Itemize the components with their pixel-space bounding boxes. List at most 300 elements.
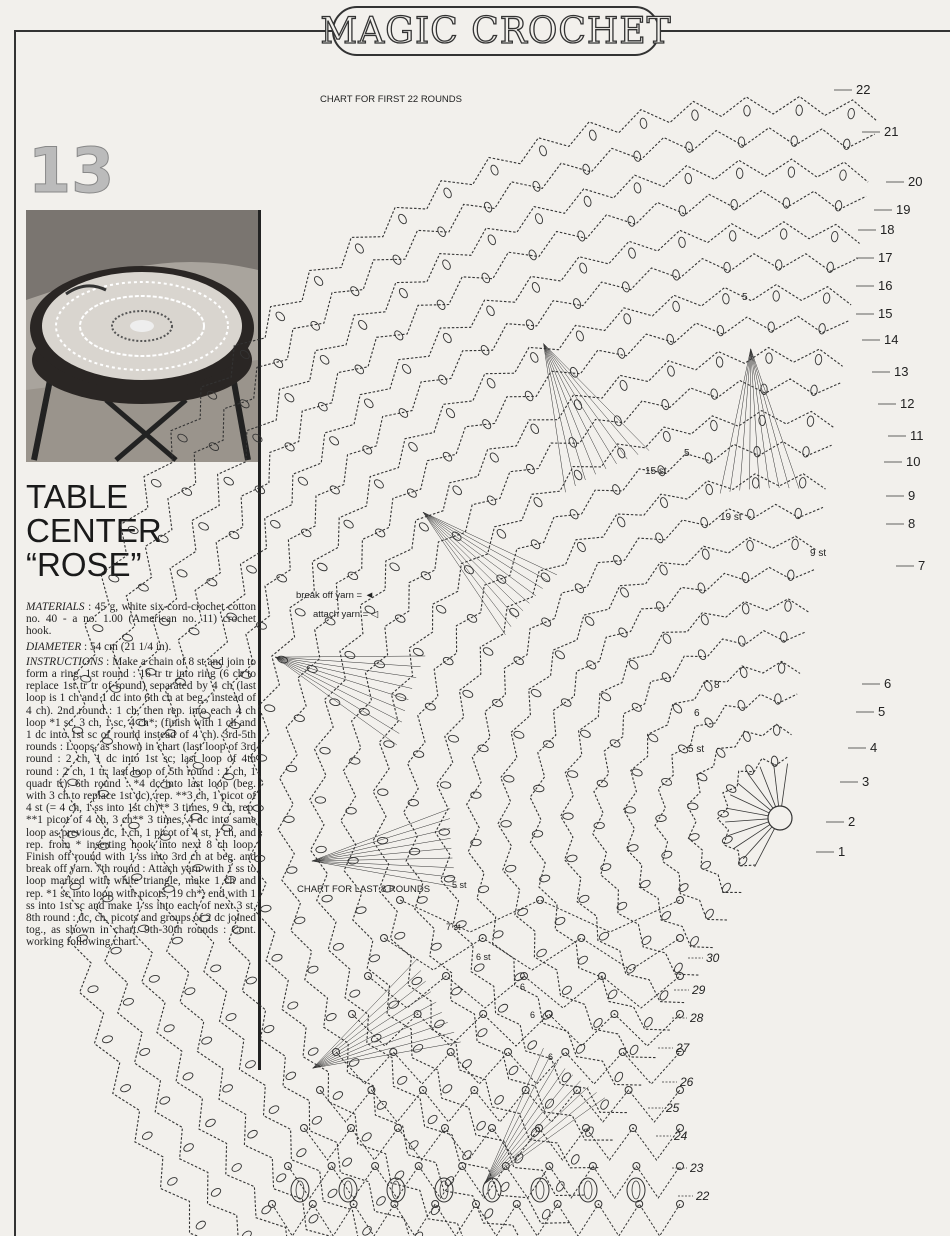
chart1-stitch xyxy=(578,894,590,904)
chart1-stitch xyxy=(343,519,355,530)
chart1-stitch xyxy=(231,1162,243,1173)
chart1-stitch xyxy=(176,433,188,444)
chart1-stitch xyxy=(307,965,319,974)
chart1-stitch xyxy=(145,667,157,676)
chart1-stitch xyxy=(210,661,222,670)
chart1-round-label-22: 22 xyxy=(856,82,871,97)
chart1-stitch xyxy=(354,242,365,254)
chart1-round-label-11: 11 xyxy=(910,428,924,443)
chart1-stitch xyxy=(67,831,78,838)
chart1-fan-line xyxy=(544,344,586,480)
chart1-stitch xyxy=(72,726,83,734)
chart1-stitch xyxy=(275,1172,287,1183)
chart1-stitch xyxy=(448,734,460,743)
chart1-stitch xyxy=(685,142,693,153)
chart1-round-label-1: 1 xyxy=(838,844,846,859)
chart1-round-13 xyxy=(341,379,840,1196)
chart1-fan-line xyxy=(485,1062,558,1184)
chart1-stitch xyxy=(246,1129,258,1140)
chart2-picot xyxy=(395,1125,402,1132)
chart1-stitch xyxy=(655,600,666,612)
header-title: MAGIC CROCHET xyxy=(320,10,672,52)
chart1-stitch xyxy=(363,397,375,409)
diameter-text: : 54 cm (21 1/4 in). xyxy=(81,640,172,653)
chart1-stitch xyxy=(486,377,497,389)
chart1-stitch xyxy=(311,1115,323,1126)
chart1-stitch xyxy=(254,484,266,495)
chart1-round-11 xyxy=(404,442,832,1141)
chart1-stitch xyxy=(361,444,373,456)
chart2-shell-inner xyxy=(536,1181,544,1199)
chart1-fan-line xyxy=(485,1087,589,1184)
chart1-fan-line xyxy=(544,344,596,475)
chart1-stitch xyxy=(747,509,754,520)
chart1-stitch xyxy=(333,942,345,951)
chart1-fan-line xyxy=(544,344,576,486)
chart1-stitch xyxy=(662,431,671,443)
chart1-stitch xyxy=(193,864,204,871)
chart1-stitch xyxy=(799,477,806,488)
chart1-stitch xyxy=(526,1039,538,1051)
chart2-picot xyxy=(309,1201,316,1208)
chart1-stitch xyxy=(316,846,327,853)
chart1-round-label-8: 8 xyxy=(908,516,916,531)
chart1-stitch xyxy=(788,167,795,178)
chart2-row-9 xyxy=(272,1204,680,1236)
chart2-shell-inner xyxy=(296,1181,304,1199)
chart1-stitch xyxy=(353,363,365,375)
chart1-stitch xyxy=(204,1118,216,1129)
chart1-fan-line xyxy=(544,344,628,459)
chart1-stitch xyxy=(274,310,286,322)
chart1-stitch xyxy=(181,486,193,497)
chart2-row-3 xyxy=(368,976,680,1008)
chart1-stitch xyxy=(843,139,850,150)
chart1-stitch xyxy=(566,854,577,862)
chart1-stitch xyxy=(229,721,240,729)
chart1-stitch xyxy=(532,830,543,837)
chart1-fan-line xyxy=(423,512,543,588)
chart1-stitch xyxy=(661,671,673,683)
chart1-stitch xyxy=(286,866,297,873)
chart1-stitch xyxy=(442,332,453,344)
chart1-stitch xyxy=(294,607,306,617)
chart1-stitch xyxy=(98,790,109,797)
chart1-stitch xyxy=(517,907,529,917)
chart1-round-10 xyxy=(435,474,825,1113)
chart2-picot xyxy=(677,973,684,980)
chart1-stitch xyxy=(441,259,452,271)
chart1-stitch xyxy=(349,757,360,765)
chart1-stitch xyxy=(157,534,169,544)
chart1-stitch xyxy=(554,649,566,660)
chart2-round-label-29: 29 xyxy=(692,983,706,997)
chart1-stitch xyxy=(324,616,336,626)
chart1-stitch xyxy=(573,469,584,481)
chart1-stitch xyxy=(102,737,113,745)
chart1-stitch xyxy=(487,234,497,246)
chart1-fan-line xyxy=(275,657,402,722)
chart1-round-20 xyxy=(121,159,868,1236)
chart1-centre-spoke xyxy=(774,763,779,806)
chart1-stitch xyxy=(493,1094,505,1106)
chart1-stitch-label: 5 xyxy=(684,448,690,459)
chart1-stitch xyxy=(210,964,222,973)
chart1-stitch xyxy=(704,908,715,920)
chart1-stitch xyxy=(538,145,548,157)
chart2-row-5 xyxy=(336,1052,680,1084)
chart1-stitch xyxy=(560,697,572,708)
chart1-stitch xyxy=(716,356,724,367)
chart1-stitch xyxy=(470,792,481,799)
chart1-round-label-17: 17 xyxy=(878,250,893,265)
chart1-fan-line xyxy=(312,861,457,887)
chart1-fan-line xyxy=(312,828,450,861)
chart1-stitch xyxy=(529,351,540,363)
chart1-stitch xyxy=(631,768,643,777)
chart1-stitch-label: 15 st xyxy=(645,466,667,477)
chart1-stitch xyxy=(672,301,680,312)
chart1-stitch xyxy=(792,539,799,550)
title-line-1: TABLE xyxy=(26,478,129,515)
chart2-picot xyxy=(619,1049,626,1056)
chart1-stitch xyxy=(491,698,503,708)
chart2-stitch-label: 5 st xyxy=(452,880,467,890)
chart1-round-label-2: 2 xyxy=(848,814,856,829)
chart1-centre-spoke xyxy=(734,825,770,849)
legend-break-off: break off yarn = ◄ xyxy=(296,590,375,601)
chart1-stitch xyxy=(592,1017,604,1029)
chart1-stitch xyxy=(600,863,612,872)
chart1-round-18 xyxy=(184,222,860,1236)
chart2-row-2 xyxy=(384,938,680,970)
chart1-fan-line xyxy=(423,512,517,619)
chart2-shell xyxy=(339,1178,357,1202)
chart1-stitch xyxy=(529,423,540,435)
chart1-stitch xyxy=(361,1225,373,1236)
chart1-stitch xyxy=(704,452,712,463)
chart1-stitch xyxy=(576,541,587,553)
chart1-stitch xyxy=(138,924,149,932)
materials-text: : 45 g, white six-cord-crochet cotton no. 40 - a no. 1.00 (American no. 11) crochet hook. xyxy=(26,601,256,638)
chart2-stitch-label: 6 st xyxy=(476,952,491,962)
chart1-stitch xyxy=(691,110,699,121)
chart1-stitch xyxy=(108,574,120,584)
chart2-shell-inner xyxy=(344,1181,352,1199)
chart2-round-label-27: 27 xyxy=(676,1041,690,1055)
chart1-round-label-12: 12 xyxy=(900,396,915,411)
chart1-stitch xyxy=(773,725,780,736)
chart1-stitch xyxy=(123,997,135,1006)
chart1-stitch xyxy=(775,260,781,270)
chart1-stitch xyxy=(530,688,542,698)
chart1-stitch-label: 8 xyxy=(714,680,720,691)
chart1-stitch xyxy=(120,1083,132,1093)
chart1-stitch xyxy=(412,1043,424,1054)
chart1-round-19 xyxy=(153,191,866,1236)
chart1-stitch xyxy=(307,1046,319,1056)
chart1-fan-line xyxy=(275,656,425,657)
chart1-fan-line xyxy=(312,861,454,868)
chart1-stitch xyxy=(319,747,330,755)
chart2-label: CHART FOR LAST 8 ROUNDS xyxy=(297,884,431,895)
chart1-stitch xyxy=(478,885,490,894)
chart1-stitch xyxy=(563,813,573,819)
chart1-stitch xyxy=(193,762,204,769)
chart2-stitch-label: 6 xyxy=(520,982,526,992)
chart1-stitch xyxy=(407,441,419,453)
chart1-stitch xyxy=(569,508,580,520)
chart1-round-4 xyxy=(624,661,800,947)
chart1-stitch xyxy=(739,667,748,679)
chart1-stitch xyxy=(260,1204,272,1215)
chart1-stitch xyxy=(325,1012,337,1022)
chart1-stitch xyxy=(839,170,846,181)
chart1-stitch xyxy=(313,275,325,287)
chart1-stitch xyxy=(578,262,588,274)
chart1-stitch xyxy=(175,677,187,686)
chart1-stitch xyxy=(309,320,321,332)
chart1-stitch xyxy=(703,717,714,729)
chart1-stitch xyxy=(137,583,149,593)
chart1-stitch xyxy=(344,650,356,660)
chart1-stitch xyxy=(191,813,201,819)
chart1-stitch xyxy=(661,399,670,411)
chart1-stitch xyxy=(436,299,447,311)
chart1-stitch xyxy=(752,477,759,488)
chart1-stitch xyxy=(535,948,547,959)
chart2-shell-inner xyxy=(584,1181,592,1199)
chart1-stitch xyxy=(678,205,686,216)
chart1-stitch xyxy=(746,540,754,551)
chart1-stitch xyxy=(287,1001,299,1011)
chart1-stitch xyxy=(195,1219,207,1230)
chart1-fan-line xyxy=(423,512,511,626)
chart1-stitch xyxy=(654,532,664,544)
chart1-stitch xyxy=(662,633,673,645)
chart1-stitch xyxy=(541,1208,552,1220)
chart1-round-label-10: 10 xyxy=(906,454,921,469)
chart1-round-21 xyxy=(90,128,878,1236)
chart1-stitch-label: 9 st xyxy=(810,548,827,559)
chart1-stitch xyxy=(802,446,809,457)
chart2-round-label-24: 24 xyxy=(674,1129,688,1143)
chart1-stitch xyxy=(532,180,542,192)
chart1-round-label-20: 20 xyxy=(908,174,923,189)
chart1-fan-line xyxy=(313,970,421,1068)
chart1-stitch-label: 6 xyxy=(694,708,700,719)
chart2-stitch-label: 6 xyxy=(530,1010,536,1020)
chart1-stitch xyxy=(567,770,578,778)
chart1-stitch xyxy=(256,754,267,762)
chart1-stitch xyxy=(406,487,418,499)
chart1-stitch xyxy=(810,385,817,396)
chart1-stitch xyxy=(534,213,544,225)
chart1-stitch xyxy=(256,621,268,631)
chart1-stitch xyxy=(260,905,271,913)
chart1-stitch xyxy=(710,420,718,431)
chart1-stitch xyxy=(394,931,406,940)
chart1-stitch xyxy=(633,182,642,194)
chart2-stitch-label: 6 xyxy=(548,1052,554,1062)
chart1-stitch xyxy=(659,497,669,509)
chart1-stitch xyxy=(497,1003,509,1014)
chart1-fan-line xyxy=(275,657,397,745)
chart1-stitch xyxy=(228,530,240,540)
chart1-stitch xyxy=(489,164,499,176)
chart1-round-9 xyxy=(467,504,823,1085)
chart1-stitch xyxy=(742,572,750,583)
chart2-round-label-30: 30 xyxy=(706,951,720,965)
chart1-stitch xyxy=(831,231,838,242)
chart1-stitch xyxy=(780,229,786,239)
chart1-stitch xyxy=(717,325,725,336)
chart1-stitch xyxy=(161,781,172,788)
chart1-stitch xyxy=(513,1152,524,1164)
chart1-stitch xyxy=(442,656,454,666)
chart1-stitch xyxy=(729,230,736,241)
chart1-fan-line xyxy=(750,349,751,489)
chart1-stitch xyxy=(818,323,825,334)
chart1-fan-line xyxy=(312,861,455,878)
chart1-stitch xyxy=(738,137,745,148)
chart1-stitch xyxy=(326,1188,338,1200)
chart1-stitch xyxy=(700,614,710,626)
chart1-stitch xyxy=(199,914,210,922)
chart1-stitch xyxy=(199,711,210,719)
chart1-round-7 xyxy=(530,567,814,1030)
chart1-stitch xyxy=(450,986,462,997)
chart1-fan-line xyxy=(485,1055,551,1184)
chart1-stitch xyxy=(70,883,81,890)
chart1-stitch-label: 19 st xyxy=(720,512,742,523)
chart1-stitch xyxy=(611,483,621,495)
chart1-stitch xyxy=(715,747,727,759)
chart1-stitch xyxy=(613,415,623,427)
chart2-row-1 xyxy=(400,900,680,932)
chart1-stitch xyxy=(401,363,413,375)
chart2-picot xyxy=(480,1011,487,1018)
chart1-stitch xyxy=(461,1058,473,1069)
chart1-stitch xyxy=(678,237,686,248)
chart1-stitch xyxy=(276,573,288,583)
chart1-round-label-5: 5 xyxy=(878,704,886,719)
chart1-round-label-19: 19 xyxy=(896,202,911,217)
chart1-stitch xyxy=(183,1142,195,1153)
chart1-stitch xyxy=(272,358,284,370)
chart1-stitch xyxy=(268,1104,280,1115)
chart1-stitch xyxy=(599,1098,610,1110)
chart1-stitch xyxy=(201,1036,213,1046)
chart1-stitch xyxy=(687,802,698,810)
chart1-stitch xyxy=(317,401,329,413)
legend-attach: attach yarn = ◁ xyxy=(313,609,379,620)
chart1-stitch xyxy=(742,603,750,614)
chart1-stitch xyxy=(462,689,474,699)
chart1-stitch xyxy=(508,1065,520,1077)
chart1-stitch xyxy=(477,744,489,753)
chart1-stitch xyxy=(321,895,332,903)
chart1-stitch xyxy=(588,129,597,141)
chart1-stitch xyxy=(666,334,675,346)
chart1-stitch xyxy=(68,779,79,786)
chart1-stitch xyxy=(532,496,543,508)
chart1-stitch xyxy=(480,344,491,356)
chart1-stitch xyxy=(785,601,792,612)
chart1-stitch xyxy=(641,934,653,946)
chart1-round-label-18: 18 xyxy=(880,222,895,237)
chart1-stitch xyxy=(451,484,463,496)
chart1-stitch xyxy=(744,105,751,116)
chart1-stitch xyxy=(612,554,623,566)
chart1-stitch xyxy=(349,285,361,297)
chart1-stitch xyxy=(226,612,238,622)
chart1-stitch xyxy=(98,843,109,850)
chart1-stitch xyxy=(295,1147,307,1158)
chart1-stitch xyxy=(737,699,746,711)
chart1-stitch xyxy=(643,1016,654,1028)
chart1-stitch xyxy=(597,779,608,787)
chart1-fan-line xyxy=(313,1002,436,1068)
chart1-fan-line xyxy=(313,981,426,1068)
chart1-stitch xyxy=(87,985,99,994)
chart1-stitch xyxy=(796,105,803,116)
chart1-stitch xyxy=(503,775,514,783)
chart2-picot xyxy=(537,897,544,904)
chart1-stitch xyxy=(286,765,297,772)
chart1-stitch xyxy=(188,627,200,636)
chart1-stitch xyxy=(130,770,141,777)
chart1-round-label-7: 7 xyxy=(918,558,926,573)
chart2-shell xyxy=(579,1178,597,1202)
chart1-stitch xyxy=(163,1024,175,1033)
chart1-stitch xyxy=(441,1083,453,1095)
chart1-stitch xyxy=(710,388,718,399)
chart1-stitch xyxy=(476,1027,488,1038)
instructions-label: INSTRUCTIONS xyxy=(26,655,104,668)
chart1-stitch xyxy=(617,626,629,638)
chart1-stitch xyxy=(505,864,516,872)
chart1-stitch xyxy=(440,781,451,788)
chart1-round-14 xyxy=(310,348,846,1224)
chart1-fan-line xyxy=(423,512,557,575)
diameter-label: DIAMETER xyxy=(26,640,82,653)
chart1-round-22 xyxy=(58,97,876,1236)
chart1-round-label-21: 21 xyxy=(884,124,899,139)
chart1-stitch xyxy=(697,582,706,594)
chart1-stitch xyxy=(621,281,630,293)
chart1-stitch xyxy=(316,562,328,573)
chart1-stitch xyxy=(347,570,359,581)
chart1-fan-line xyxy=(275,657,399,733)
chart1-stitch xyxy=(625,963,637,975)
chart1-stitch xyxy=(600,691,612,702)
title-line-2: CENTER xyxy=(26,512,162,549)
chart1-stitch xyxy=(307,1213,319,1225)
chart1-stitch xyxy=(150,478,162,489)
chart1-stitch xyxy=(658,564,668,576)
chart1-stitch xyxy=(424,702,436,711)
chart1-fan-line xyxy=(312,858,452,861)
chart1-stitch xyxy=(628,659,640,671)
chart1-stitch xyxy=(166,1176,178,1187)
chart1-stitch xyxy=(418,521,430,533)
chart1-stitch xyxy=(225,1012,237,1022)
chart1-stitch xyxy=(241,1229,253,1236)
chart1-stitch xyxy=(222,1083,234,1093)
chart1-stitch xyxy=(584,615,596,627)
chart1-stitch xyxy=(375,1195,387,1207)
